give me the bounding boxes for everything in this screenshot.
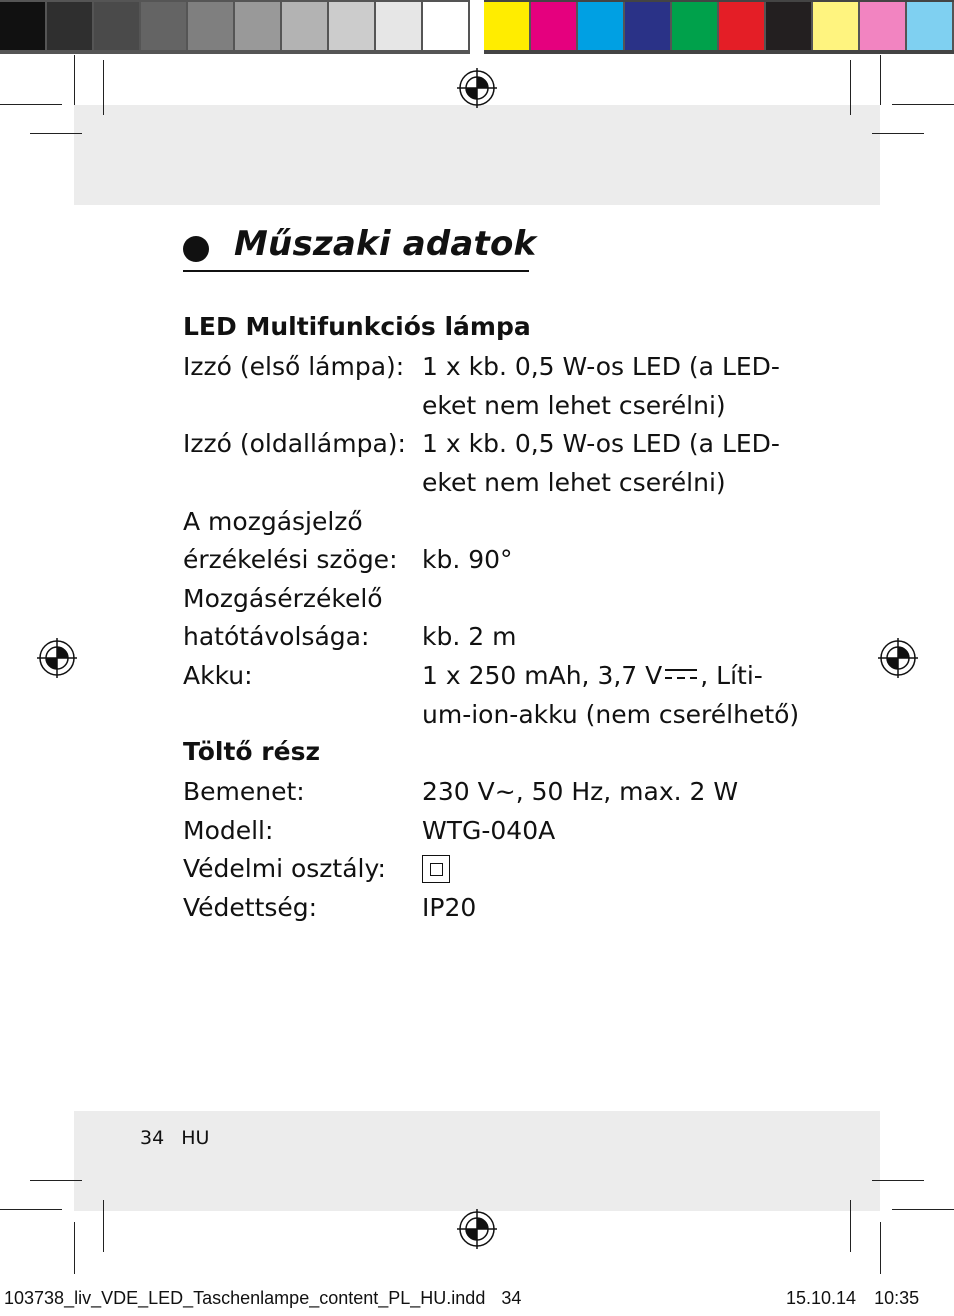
spec-label: Védelmi osztály: [183,854,386,883]
registration-mark-icon [878,638,918,678]
crop-mark [880,55,881,105]
registration-mark-icon [457,68,497,108]
crop-mark [0,1209,62,1210]
spec-label: Mozgásérzékelő [183,584,383,613]
spec-label: Izzó (oldallámpa): [183,429,406,458]
spec-label: Akku: [183,661,253,690]
battery-value-suffix: , Líti- [700,661,763,690]
crop-mark [850,1200,851,1252]
spec-value: 1 x kb. 0,5 W-os LED (a LED- [422,429,780,458]
crop-mark [850,60,851,115]
color-swatch [907,2,954,50]
title-underline [183,270,529,272]
slug-date: 15.10.14 [786,1288,857,1308]
crop-mark [30,133,82,134]
bullet-icon [183,236,209,262]
color-swatch [282,2,329,50]
color-swatch [141,2,188,50]
color-swatch [766,2,813,50]
protection-class-value [422,850,450,889]
footer-band [74,1111,880,1211]
color-swatch [531,2,578,50]
crop-mark [30,1180,82,1181]
crop-mark [872,1180,924,1181]
section-title: Műszaki adatok [234,224,537,264]
crop-mark [103,60,104,115]
color-swatch [672,2,719,50]
spec-value: eket nem lehet cserélni) [422,468,726,497]
protection-class-ii-icon [422,855,450,883]
crop-mark [880,1222,881,1274]
spec-value: 230 V~, 50 Hz, max. 2 W [422,777,739,806]
slug-timestamp [786,1288,919,1309]
color-swatch [719,2,766,50]
color-swatch [578,2,625,50]
page-language: HU [181,1127,210,1149]
spec-value: um-ion-akku (nem cserélhető) [422,700,800,729]
spec-value: IP20 [422,893,477,922]
page-footer [140,1127,209,1149]
spec-label: Izzó (első lámpa): [183,352,405,381]
crop-mark [74,55,75,105]
registration-mark-icon [37,638,77,678]
color-swatch [0,2,47,50]
color-swatch [376,2,423,50]
spec-value: WTG-040A [422,816,556,845]
crop-mark [103,1200,104,1252]
color-swatch [484,2,531,50]
spec-label: Modell: [183,816,274,845]
spec-label: érzékelési szöge: [183,545,398,574]
spec-label: Bemenet: [183,777,305,806]
process-color-bar [484,0,954,54]
spec-label: hatótávolsága: [183,622,370,651]
spec-value: eket nem lehet cserélni) [422,391,726,420]
color-swatch [47,2,94,50]
color-swatch [625,2,672,50]
color-swatch [235,2,282,50]
color-swatch [94,2,141,50]
slug-time: 10:35 [874,1288,920,1308]
color-swatch [188,2,235,50]
charger-heading: Töltő rész [183,737,320,766]
lamp-heading: LED Multifunkciós lámpa [183,312,531,341]
color-swatch [423,2,470,50]
spec-value [422,657,763,695]
battery-value: 1 x 250 mAh, 3,7 V [422,661,663,690]
slug-filename: 103738_liv_VDE_LED_Taschenlampe_content_PL_HU.indd [4,1288,486,1308]
crop-mark [892,1209,954,1210]
registration-mark-icon [457,1209,497,1249]
header-band [74,105,880,205]
crop-mark [892,104,954,105]
color-swatch [813,2,860,50]
color-swatch [860,2,907,50]
spec-value: kb. 90° [422,545,513,574]
spec-value: 1 x kb. 0,5 W-os LED (a LED- [422,352,780,381]
crop-mark [74,1222,75,1274]
dc-current-icon [664,667,698,681]
spec-label: A mozgásjelző [183,507,363,536]
spec-label: Védettség: [183,893,318,922]
crop-mark [872,133,924,134]
crop-mark [0,104,62,105]
slug-page: 34 [501,1288,522,1308]
spec-value: kb. 2 m [422,622,517,651]
grayscale-color-bar [0,0,470,54]
color-swatch [329,2,376,50]
slug-file [4,1288,521,1309]
page-number: 34 [140,1127,165,1149]
